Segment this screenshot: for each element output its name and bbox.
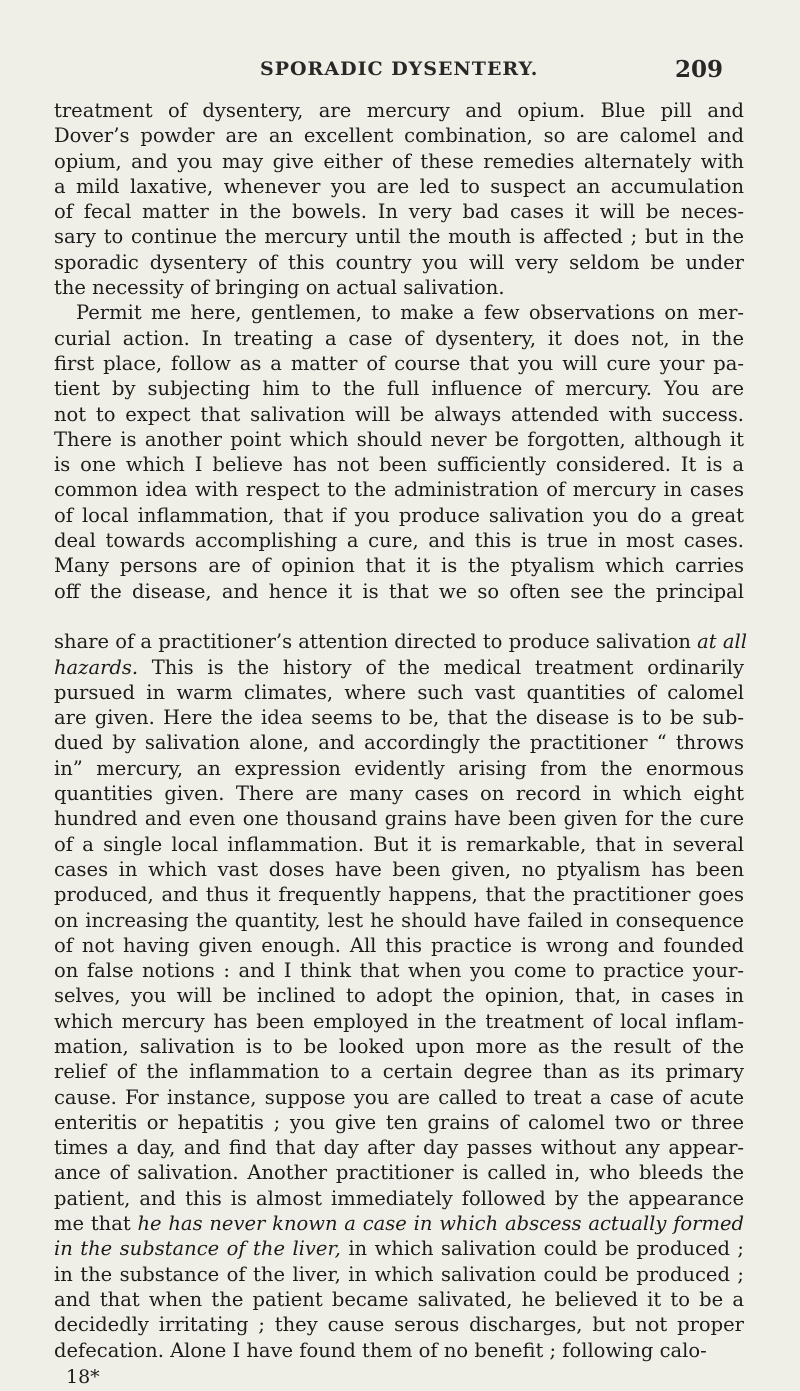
page-signature-mark: 18* bbox=[66, 1365, 100, 1388]
text-line: of not having given enough. All this practice is wrong and founded bbox=[54, 933, 744, 957]
text-line: relief of the inflammation to a certain degree than as its primary bbox=[54, 1060, 744, 1084]
text-line: Permit me here, gentlemen, to make a few observations on mer- bbox=[76, 301, 744, 325]
page-number: 209 bbox=[675, 56, 724, 83]
text-line: defecation. Alone I have found them of no benefit ; following calo- bbox=[54, 1338, 707, 1362]
text-line: enteritis or hepatitis ; you give ten grains of calomel two or three bbox=[54, 1110, 744, 1134]
text-line: selves, you will be inclined to adopt the opinion, that, in cases in bbox=[54, 984, 744, 1008]
text-line: is one which I believe has not been sufficiently considered. It is a bbox=[54, 453, 744, 477]
text-line: off the disease, and hence it is that we so often see the principal bbox=[54, 579, 744, 603]
text-line: first place, follow as a matter of course that you will cure your pa- bbox=[54, 351, 744, 375]
text-line: are given. Here the idea seems to be, that the disease is to be sub- bbox=[54, 706, 744, 730]
text-line: curial action. In treating a case of dysentery, it does not, in the bbox=[54, 326, 744, 350]
text-line: Dover’s powder are an excellent combination, so are calomel and bbox=[54, 124, 744, 148]
text-line: treatment of dysentery, are mercury and opium. Blue pill and bbox=[54, 99, 744, 122]
text-line: mation, salivation is to be looked upon more as the result of the bbox=[54, 1034, 744, 1058]
emphasis-text: he has never known a case in which abscess actually formed bbox=[137, 1212, 744, 1236]
text-line: ance of salivation. Another practitioner is called in, who bleeds the bbox=[54, 1161, 744, 1185]
text-line: decidedly irritating ; they cause serous discharges, but not proper bbox=[54, 1313, 744, 1337]
text-line: deal towards accomplishing a cure, and this is true in most cases. bbox=[54, 529, 744, 553]
text-line: common idea with respect to the administration of mercury in cases bbox=[54, 478, 744, 502]
text-line: hundred and even one thousand grains have been given for the cure bbox=[54, 807, 744, 831]
text-line bbox=[54, 629, 747, 654]
emphasis-text: in the substance of the liver, bbox=[54, 1237, 341, 1261]
text-segment: share of a practitioner’s attention directed to produce salivation bbox=[54, 630, 698, 654]
text-line: a mild laxative, whenever you are led to suspect an accumulation bbox=[54, 174, 744, 198]
text-line: in the substance of the liver, in which salivation could be produced ; bbox=[54, 1262, 744, 1286]
text-line: There is another point which should never be forgotten, although it bbox=[54, 427, 744, 451]
text-line bbox=[54, 604, 744, 629]
text-line bbox=[54, 1236, 744, 1261]
text-line: and that when the patient became salivated, he believed it to be a bbox=[54, 1287, 744, 1311]
text-line: on increasing the quantity, lest he should have failed in consequence bbox=[54, 908, 744, 932]
text-line: produced, and thus it frequently happens, that the practitioner goes bbox=[54, 883, 744, 907]
page-header bbox=[0, 58, 800, 88]
text-line: in” mercury, an expression evidently arising from the enormous bbox=[54, 756, 744, 780]
text-line bbox=[54, 655, 744, 680]
running-title: SPORADIC DYSENTERY. bbox=[260, 58, 539, 80]
text-line: tient by subjecting him to the full influence of mercury. You are bbox=[54, 377, 744, 401]
text-line: dued by salivation alone, and accordingly the practitioner “ throws bbox=[54, 731, 744, 755]
emphasis-text: hazards. bbox=[54, 655, 139, 679]
text-line: of local inflammation, that if you produce salivation you do a great bbox=[54, 503, 744, 527]
text-line bbox=[54, 1211, 744, 1236]
text-line: opium, and you may give either of these remedies alternately with bbox=[54, 149, 744, 173]
text-segment: me that bbox=[54, 1212, 138, 1236]
text-line: times a day, and find that day after day passes without any appear- bbox=[54, 1136, 744, 1160]
text-line: cause. For instance, suppose you are called to treat a case of acute bbox=[54, 1085, 744, 1109]
text-segment: This is the history of the medical treatment ordinarily bbox=[138, 655, 744, 679]
text-line: not to expect that salivation will be always attended with success. bbox=[54, 402, 744, 426]
text-segment: in which salivation could be produced ; bbox=[340, 1237, 744, 1261]
text-line: the necessity of bringing on actual salivation. bbox=[54, 276, 505, 300]
text-line: on false notions : and I think that when you come to practice your- bbox=[54, 959, 744, 983]
text-line: of fecal matter in the bowels. In very bad cases it will be neces- bbox=[54, 200, 744, 224]
text-line: sporadic dysentery of this country you will very seldom be under bbox=[54, 250, 744, 274]
text-line: pursued in warm climates, where such vast quantities of calomel bbox=[54, 680, 744, 704]
text-line: cases in which vast doses have been given, no ptyalism has been bbox=[54, 857, 744, 881]
emphasis-text: at all bbox=[697, 630, 747, 654]
text-line: Many persons are of opinion that it is the ptyalism which carries bbox=[54, 554, 744, 578]
text-line: quantities given. There are many cases on record in which eight bbox=[54, 782, 744, 806]
text-line: which mercury has been employed in the treatment of local inflam- bbox=[54, 1009, 744, 1033]
text-line: of a single local inflammation. But it is remarkable, that in several bbox=[54, 832, 744, 856]
body-text bbox=[54, 98, 747, 1391]
text-line: sary to continue the mercury until the mouth is affected ; but in the bbox=[54, 225, 744, 249]
text-line: patient, and this is almost immediately followed by the appearance bbox=[54, 1186, 744, 1210]
